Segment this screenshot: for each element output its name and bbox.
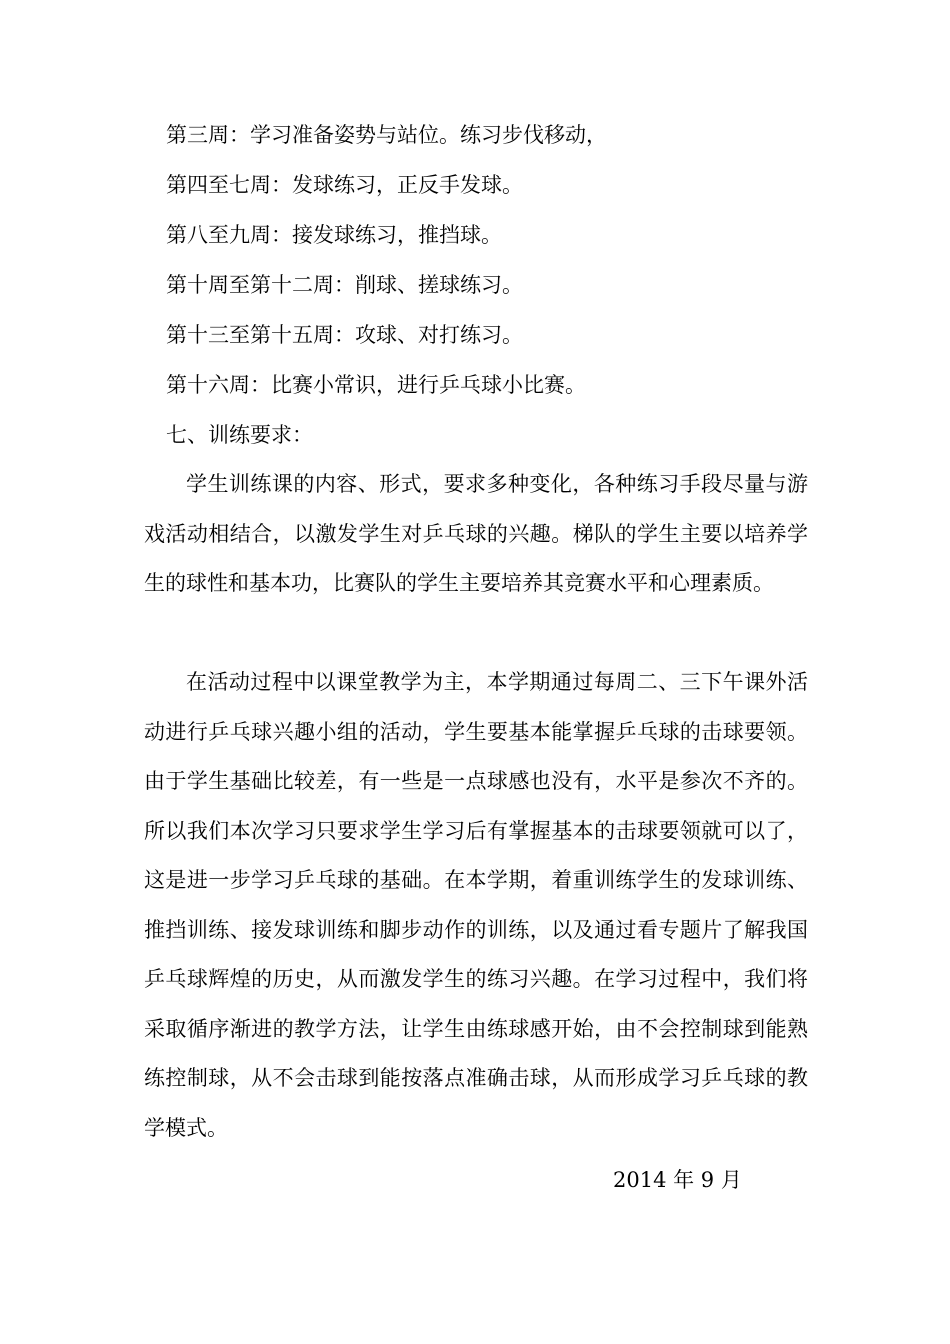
section-heading: 七、训练要求： <box>166 423 313 447</box>
document-date: 2014 年 9 月 <box>613 1168 742 1192</box>
schedule-week-8-9: 第八至九周：接发球练习，推挡球。 <box>166 223 502 247</box>
schedule-week-4-7: 第四至七周：发球练习，正反手发球。 <box>166 173 523 197</box>
schedule-week-10-12: 第十周至第十二周：削球、搓球练习。 <box>166 273 523 297</box>
paragraph-training-content: 学生训练课的内容、形式，要求多种变化，各种练习手段尽量与游戏活动相结合，以激发学生对乒乓球的兴趣。梯队的学生主要以培养学生的球性和基本功，比赛队的学生主要培养其竞赛水平和心理素质。 <box>144 472 808 595</box>
schedule-week-3: 第三周：学习准备姿势与站位。练习步伐移动， <box>166 123 607 147</box>
schedule-week-16: 第十六周：比赛小常识，进行乒乓球小比赛。 <box>166 373 586 397</box>
schedule-week-13-15: 第十三至第十五周：攻球、对打练习。 <box>166 323 523 347</box>
paragraph-activity-process: 在活动过程中以课堂教学为主，本学期通过每周二、三下午课外活动进行乒乓球兴趣小组的活动，学生要基本能掌握乒乓球的击球要领。由于学生基础比较差，有一些是一点球感也没有，水平是参次不齐的。所以我们本次学习只要求学生学习后有掌握基本的击球要领就可以了，这是进一步学习乒乓球的基础。在本学期，着重训练学生的发球训练、推挡训练、接发球训练和脚步动作的训练，以及通过看专题片了解我国乒乓球辉煌的历史，从而激发学生的练习兴趣。在学习过程中，我们将采取循序渐进的教学方法，让学生由练球感开始，由不会控制球到能熟练控制球，从不会击球到能按落点准确击球，从而形成学习乒乓球的教学模式。 <box>144 670 808 1140</box>
